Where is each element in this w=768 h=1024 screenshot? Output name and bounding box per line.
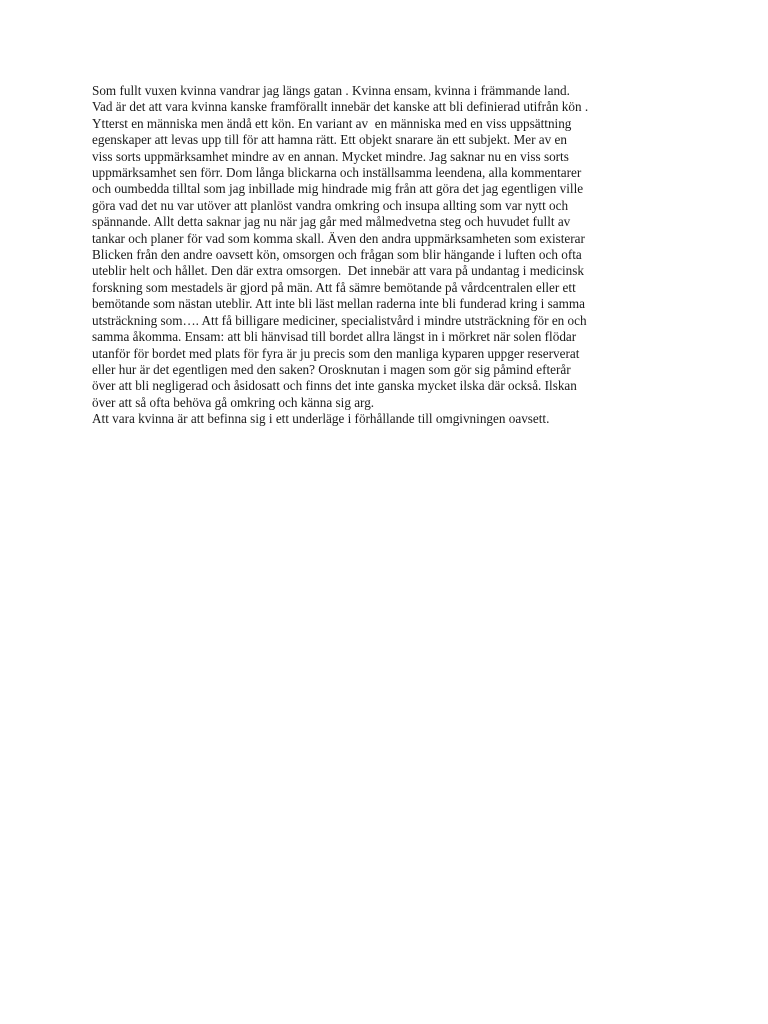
text-line-21: Att vara kvinna är att befinna sig i ett underläge i förhållande till omgivningen oavsett. (92, 411, 550, 427)
text-line-4: egenskaper att levas upp till för att hamna rätt. Ett objekt snarare än ett subjekt. Mer av en (92, 132, 567, 148)
text-line-15: utsträckning som…. Att få billigare mediciner, specialistvård i mindre utsträckning för en och (92, 312, 587, 328)
text-line-9: spännande. Allt detta saknar jag nu när jag går med målmedvetna steg och huvudet fullt av (92, 214, 571, 230)
text-line-1: Som fullt vuxen kvinna vandrar jag längs gatan . Kvinna ensam, kvinna i främmande land. (92, 83, 570, 98)
text-line-2: Vad är det att vara kvinna kanske framförallt innebär det kanske att bli definierad utifrån kön . (92, 99, 589, 115)
text-line-5: viss sorts uppmärksamhet mindre av en annan. Mycket mindre. Jag saknar nu en viss sorts (92, 148, 569, 164)
text-line-7: och oumbedda tilltal som jag inbillade mig hindrade mig från att göra det jag egentligen ville (92, 181, 584, 197)
text-line-18: eller hur är det egentligen med den saken? Orosknutan i magen som gör sig påmind efterår (92, 361, 571, 377)
text-line-12: uteblir helt och hållet. Den där extra omsorgen. Det innebär att vara på undantag i medicinsk (92, 263, 584, 279)
text-line-10: tankar och planer för vad som komma skall. Även den andra uppmärksamheten som existerar (92, 230, 585, 246)
text-line-13: forskning som mestadels är gjord på män. Att få sämre bemötande på vårdcentralen eller ett (92, 279, 576, 295)
text-line-8: göra vad det nu var utöver att planlöst vandra omkring och insupa allting som var nytt och (92, 197, 569, 213)
text-line-17: utanför för bordet med plats för fyra är ju precis som den manliga kyparen uppger reserverat (92, 345, 580, 361)
text-line-20: över att så ofta behöva gå omkring och känna sig arg. (92, 394, 375, 410)
text-line-3: Ytterst en människa men ändå ett kön. En variant av en människa med en viss uppsättning (92, 115, 572, 131)
text-line-14: bemötande som nästan uteblir. Att inte bli läst mellan raderna inte bli funderad kring i samma (92, 296, 585, 312)
text-line-6: uppmärksamhet sen förr. Dom långa blickarna och inställsamma leendena, alla kommentarer (92, 165, 582, 181)
text-line-16: samma åkomma. Ensam: att bli hänvisad till bordet allra längst in i mörkret när solen flödar (92, 329, 577, 345)
text-line-19: över att bli negligerad och åsidosatt och finns det inte ganska mycket ilska där också. Ilskan (92, 378, 577, 394)
document-body-text (92, 83, 692, 428)
text-line-11: Blicken från den andre oavsett kön, omsorgen och frågan som blir hängande i luften och ofta (92, 247, 582, 263)
